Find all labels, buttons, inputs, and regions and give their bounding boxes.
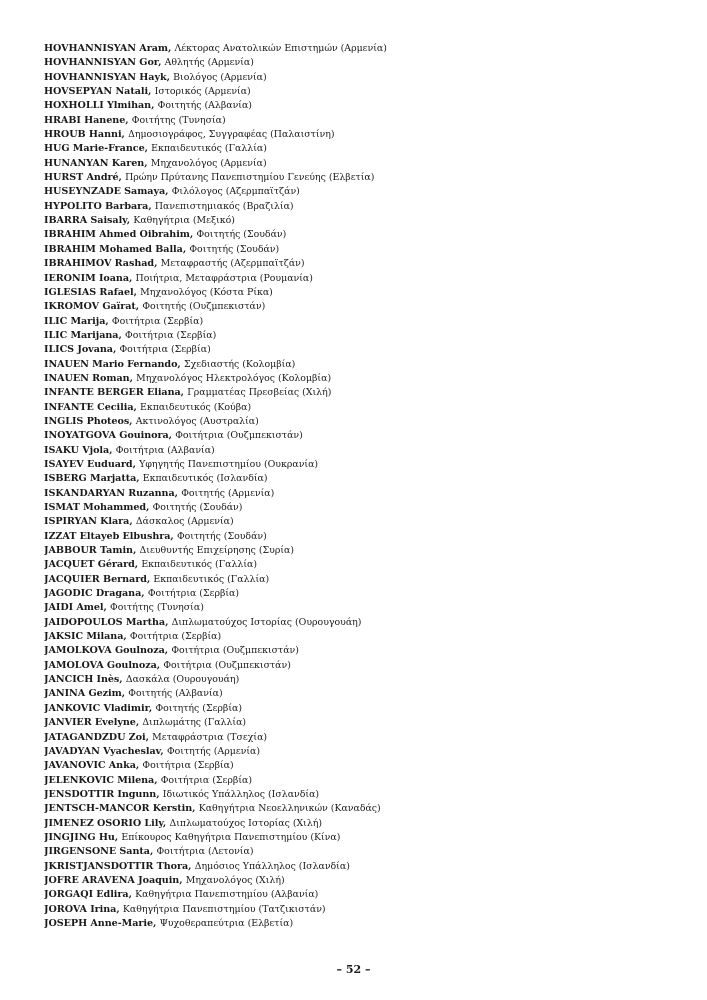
entry-description: Επίκουρος Καθηγήτρια Πανεπιστημίου (Κίνα): [121, 831, 341, 843]
entry-name: JIRGENSONE Santa,: [44, 846, 154, 858]
entry-description: Φοιτητής (Σουδάν): [189, 243, 280, 255]
list-item: [44, 817, 684, 831]
entry-name: HOVHANNISYAN Gor,: [44, 57, 162, 69]
list-item: [44, 214, 684, 228]
entry-name: JACQUIER Bernard,: [44, 573, 151, 585]
entry-description: Μηχανολόγος (Αρμενία): [150, 157, 267, 169]
entry-name: HURST André,: [44, 172, 122, 184]
entry-description: Φοιτητής (Αλβανία): [157, 100, 252, 112]
entry-description: Φοιτητής (Σουδάν): [196, 229, 287, 241]
entry-name: INFANTE Cecilia,: [44, 401, 137, 413]
list-item: [44, 114, 684, 128]
entry-description: Μηχανολόγος Ηλεκτρολόγος (Κολομβία): [136, 372, 332, 384]
list-item: [44, 315, 684, 329]
entry-description: Φοιτήτρια (Σερβία): [147, 588, 240, 600]
list-item: [44, 759, 684, 773]
entry-description: Ιδιωτικός Υπάλληλος (Ισλανδία): [162, 788, 320, 800]
list-item: [44, 917, 684, 931]
entry-name: IBARRA Saisaly,: [44, 215, 131, 227]
entry-description: Σχεδιαστής (Κολομβία): [183, 358, 296, 370]
entry-name: ISAYEV Euduard,: [44, 458, 136, 470]
entry-description: Φοιτήτρια (Σερβία): [160, 774, 252, 786]
list-item: [44, 673, 684, 687]
entry-name: JANCICH Inès,: [44, 674, 123, 686]
list-item: [44, 429, 684, 443]
entry-name: IBRAHIM Mohamed Balla,: [44, 243, 187, 255]
entry-name: JINGJING Hu,: [44, 831, 119, 843]
list-item: [44, 745, 684, 759]
list-item: [44, 515, 684, 529]
list-item: [44, 644, 684, 658]
list-item: [44, 85, 684, 99]
entry-description: Εκπαιδευτικός (Ισλανδία): [142, 473, 268, 485]
entry-name: JAVADYAN Vyacheslav,: [44, 745, 164, 757]
list-item: [44, 659, 684, 673]
entry-name: JIMENEZ OSORIO Lily,: [44, 817, 167, 829]
entry-description: Ποιήτρια, Μεταφράστρια (Ρουμανία): [135, 272, 313, 284]
entry-description: Εκπαιδευτικός (Κούβα): [140, 401, 252, 413]
entry-description: Φοιτήτρια (Αλβανία): [115, 444, 215, 456]
entry-description: Φοιτητής (Αρμενία): [181, 487, 275, 499]
entry-name: ISKANDARYAN Ruzanna,: [44, 487, 178, 499]
entry-name: HOXHOLLI Ylmihan,: [44, 100, 155, 112]
list-item: [44, 99, 684, 113]
entry-name: IKROMOV Gaïrat,: [44, 301, 140, 313]
list-item: [44, 831, 684, 845]
list-item: [44, 329, 684, 343]
list-item: [44, 272, 684, 286]
entry-name: JOSEPH Anne-Marie,: [44, 917, 157, 929]
list-item: [44, 544, 684, 558]
list-item: [44, 802, 684, 816]
list-item: [44, 56, 684, 70]
list-item: [44, 42, 684, 56]
entry-name: INAUEN Mario Fernando,: [44, 358, 181, 370]
list-item: [44, 845, 684, 859]
entry-name: IZZAT Eltayeb Elbushra,: [44, 530, 174, 542]
entry-name: JAMOLKOVA Goulnoza,: [44, 645, 169, 657]
entry-description: Φοιτήτρια (Σερβία): [111, 315, 204, 327]
entry-name: INAUEN Roman,: [44, 372, 133, 384]
entry-name: JANVIER Evelyne,: [44, 717, 140, 729]
entry-name: INGLIS Photeos,: [44, 415, 133, 427]
entry-name: IBRAHIM Ahmed Oibrahim,: [44, 229, 194, 241]
list-item: [44, 228, 684, 242]
entry-name: JATAGANDZDU Zoi,: [44, 731, 149, 743]
entry-name: ILIC Marijana,: [44, 329, 122, 341]
list-item: [44, 444, 684, 458]
list-item: [44, 903, 684, 917]
entry-name: HUSEYNZADE Samaya,: [44, 186, 169, 198]
list-item: [44, 888, 684, 902]
entry-name: ISBERG Marjatta,: [44, 473, 140, 485]
entry-description: Μεταφραστής (Αζερμπαϊτζάν): [160, 258, 305, 270]
entry-description: Φοιτητής (Αλβανία): [128, 688, 223, 700]
list-item: [44, 286, 684, 300]
entry-description: Καθηγήτρια Πανεπιστημίου (Τατζικιστάν): [122, 903, 326, 915]
entry-name: JACQUET Gérard,: [44, 559, 139, 571]
list-item: [44, 157, 684, 171]
page-number: – 52 –: [336, 963, 371, 976]
entry-description: Ιστορικός (Αρμενία): [154, 86, 251, 98]
entry-description: Μηχανολόγος (Κόστα Ρίκα): [140, 286, 273, 298]
entry-description: Φοιτητής (Σουδάν): [152, 502, 243, 513]
entry-description: Λέκτορας Ανατολικών Επιστημών (Αρμενία): [174, 43, 387, 54]
list-item: [44, 874, 684, 888]
list-item: [44, 415, 684, 429]
list-item: [44, 200, 684, 214]
entry-name: JAIDI Amel,: [44, 602, 107, 614]
list-item: [44, 558, 684, 572]
entry-description: Φοιτητής (Ουζμπεκιστάν): [142, 301, 266, 313]
entry-description: Υφηγητής Πανεπιστημίου (Ουκρανία): [139, 458, 319, 470]
entry-name: JENSDOTTIR Ingunn,: [44, 788, 160, 800]
entry-description: Διπλωμάτης (Γαλλία): [142, 717, 247, 729]
list-item: [44, 587, 684, 601]
list-item: [44, 401, 684, 415]
list-item: [44, 142, 684, 156]
entry-name: JOFRE ARAVENA Joaquin,: [44, 874, 183, 886]
entry-name: ILICS Jovana,: [44, 344, 117, 356]
entry-description: Φοιτήτρια (Ουζμπεκιστάν): [171, 645, 299, 657]
entry-description: Βιολόγος (Αρμενία): [173, 71, 267, 83]
list-item: [44, 702, 684, 716]
list-item: [44, 358, 684, 372]
entry-description: Δάσκαλος (Αρμενία): [135, 516, 234, 528]
entry-name: HOVHANNISYAN Hayk,: [44, 71, 170, 83]
list-item: [44, 501, 684, 515]
entry-name: HRABI Hanene,: [44, 114, 129, 126]
list-item: [44, 343, 684, 357]
list-item: [44, 128, 684, 142]
entry-description: Πρώην Πρύτανης Πανεπιστημίου Γενεύης (Ελβετία): [125, 172, 375, 184]
entry-name: HOVSEPYAN Natali,: [44, 86, 152, 98]
entry-description: Καθηγήτρια Νεοελληνικών (Καναδάς): [198, 803, 381, 815]
list-item: [44, 257, 684, 271]
entry-description: Δημοσιογράφος, Συγγραφέας (Παλαιστίνη): [128, 129, 335, 141]
list-item: [44, 243, 684, 257]
entry-description: Φοιτητής (Σουδάν): [176, 530, 267, 542]
list-item: [44, 530, 684, 544]
entry-description: Φοιτήτρια (Ουζμπεκιστάν): [163, 659, 291, 671]
entry-description: Φοιτήτης (Τυνησία): [131, 114, 226, 126]
list-item: [44, 300, 684, 314]
list-item: [44, 860, 684, 874]
list-item: [44, 774, 684, 788]
entry-name: IERONIM Ioana,: [44, 272, 133, 284]
entry-description: Φοιτήτης (Τυνησία): [110, 602, 204, 614]
entry-description: Φοιτήτρια (Ουζμπεκιστάν): [175, 430, 303, 442]
entry-description: Διευθυντής Επιχείρησης (Συρία): [139, 545, 295, 557]
entry-description: Δημόσιος Υπάλληλος (Ισλανδία): [194, 860, 350, 872]
list-item: [44, 185, 684, 199]
entry-name: JANKOVIC Vladimir,: [44, 702, 153, 714]
entry-name: JELENKOVIC Milena,: [44, 774, 158, 786]
entry-name: JAIDOPOULOS Martha,: [44, 616, 169, 628]
list-item: [44, 601, 684, 615]
entry-description: Φοιτήτρια (Σερβία): [125, 329, 217, 341]
entry-name: JOROVA Irina,: [44, 903, 120, 915]
entry-name: JAKSIC Milana,: [44, 631, 127, 643]
list-item: [44, 472, 684, 486]
entry-name: HOVHANNISYAN Aram,: [44, 43, 172, 54]
entry-name: JAMOLOVA Goulnoza,: [44, 659, 161, 671]
entry-name: JAGODIC Dragana,: [44, 588, 145, 600]
entry-description: Φοιτητής (Αρμενία): [166, 745, 261, 757]
entry-name: JENTSCH-MANCOR Kerstin,: [44, 803, 196, 815]
list-item: [44, 630, 684, 644]
entry-description: Φοιτητής (Σερβία): [155, 702, 243, 714]
entry-name: IGLESIAS Rafael,: [44, 286, 137, 298]
entry-name: ISMAT Mohammed,: [44, 502, 150, 513]
list-item: [44, 458, 684, 472]
entry-description: Φοιτήτρια (Σερβία): [119, 344, 211, 356]
entry-name: ILIC Marija,: [44, 315, 109, 327]
entry-name: HUNANYAN Karen,: [44, 157, 148, 169]
entry-name: JORGAQI Edlira,: [44, 889, 132, 901]
entry-description: Πανεπιστημιακός (Βραζιλία): [154, 200, 294, 212]
entry-description: Εκπαιδευτικός (Γαλλία): [153, 573, 270, 585]
entry-name: HYPOLITO Barbara,: [44, 200, 152, 212]
entry-name: ISPIRYAN Klara,: [44, 516, 133, 528]
entry-description: Μεταφράστρια (Τσεχία): [152, 731, 268, 743]
entry-name: JAVANOVIC Anka,: [44, 760, 140, 772]
entry-description: Ακτινολόγος (Αυστραλία): [135, 415, 259, 427]
list-item: [44, 716, 684, 730]
list-item: [44, 71, 684, 85]
entry-description: Αθλητής (Αρμενία): [164, 57, 254, 69]
list-item: [44, 386, 684, 400]
entry-description: Καθηγήτρια (Μεξικό): [133, 215, 235, 227]
entry-name: JABBOUR Tamin,: [44, 545, 137, 557]
entry-description: Διπλωματούχος Ιστορίας (Χιλή): [169, 817, 323, 829]
entry-description: Καθηγήτρια Πανεπιστημίου (Αλβανία): [135, 889, 319, 901]
entry-description: Γραμματέας Πρεσβείας (Χιλή): [187, 387, 332, 399]
entry-description: Εκπαιδευτικός (Γαλλία): [141, 559, 258, 571]
entry-name: INFANTE BERGER Eliana,: [44, 387, 184, 399]
entry-name: INOYATGOVA Gouinora,: [44, 430, 172, 442]
entry-name: JKRISTJANSDOTTIR Thora,: [44, 860, 192, 872]
participant-list: [44, 42, 684, 931]
entry-description: Φοιτήτρια (Σερβία): [142, 760, 234, 772]
list-item: [44, 171, 684, 185]
entry-name: JANINA Gezim,: [44, 688, 126, 700]
entry-name: IBRAHIMOV Rashad,: [44, 258, 158, 270]
entry-description: Εκπαιδευτικός (Γαλλία): [151, 143, 267, 155]
list-item: [44, 573, 684, 587]
list-item: [44, 731, 684, 745]
entry-description: Δασκάλα (Ουρουγουάη): [125, 674, 240, 686]
list-item: [44, 616, 684, 630]
entry-description: Μηχανολόγος (Χιλή): [185, 874, 285, 886]
list-item: [44, 788, 684, 802]
list-item: [44, 687, 684, 701]
entry-name: HROUB Hanni,: [44, 129, 125, 141]
entry-description: Διπλωματούχος Ιστορίας (Ουρουγουάη): [171, 616, 362, 628]
entry-name: HUG Marie-France,: [44, 143, 148, 155]
list-item: [44, 372, 684, 386]
entry-description: Ψυχοθεραπεύτρια (Ελβετία): [159, 917, 294, 929]
list-item: [44, 487, 684, 501]
entry-name: ISAKU Vjola,: [44, 444, 113, 456]
entry-description: Φοιτήτρια (Λετονία): [156, 846, 254, 858]
entry-description: Φοιτήτρια (Σερβία): [129, 631, 222, 643]
entry-description: Φιλόλογος (Αζερμπαϊτζάν): [171, 186, 300, 198]
